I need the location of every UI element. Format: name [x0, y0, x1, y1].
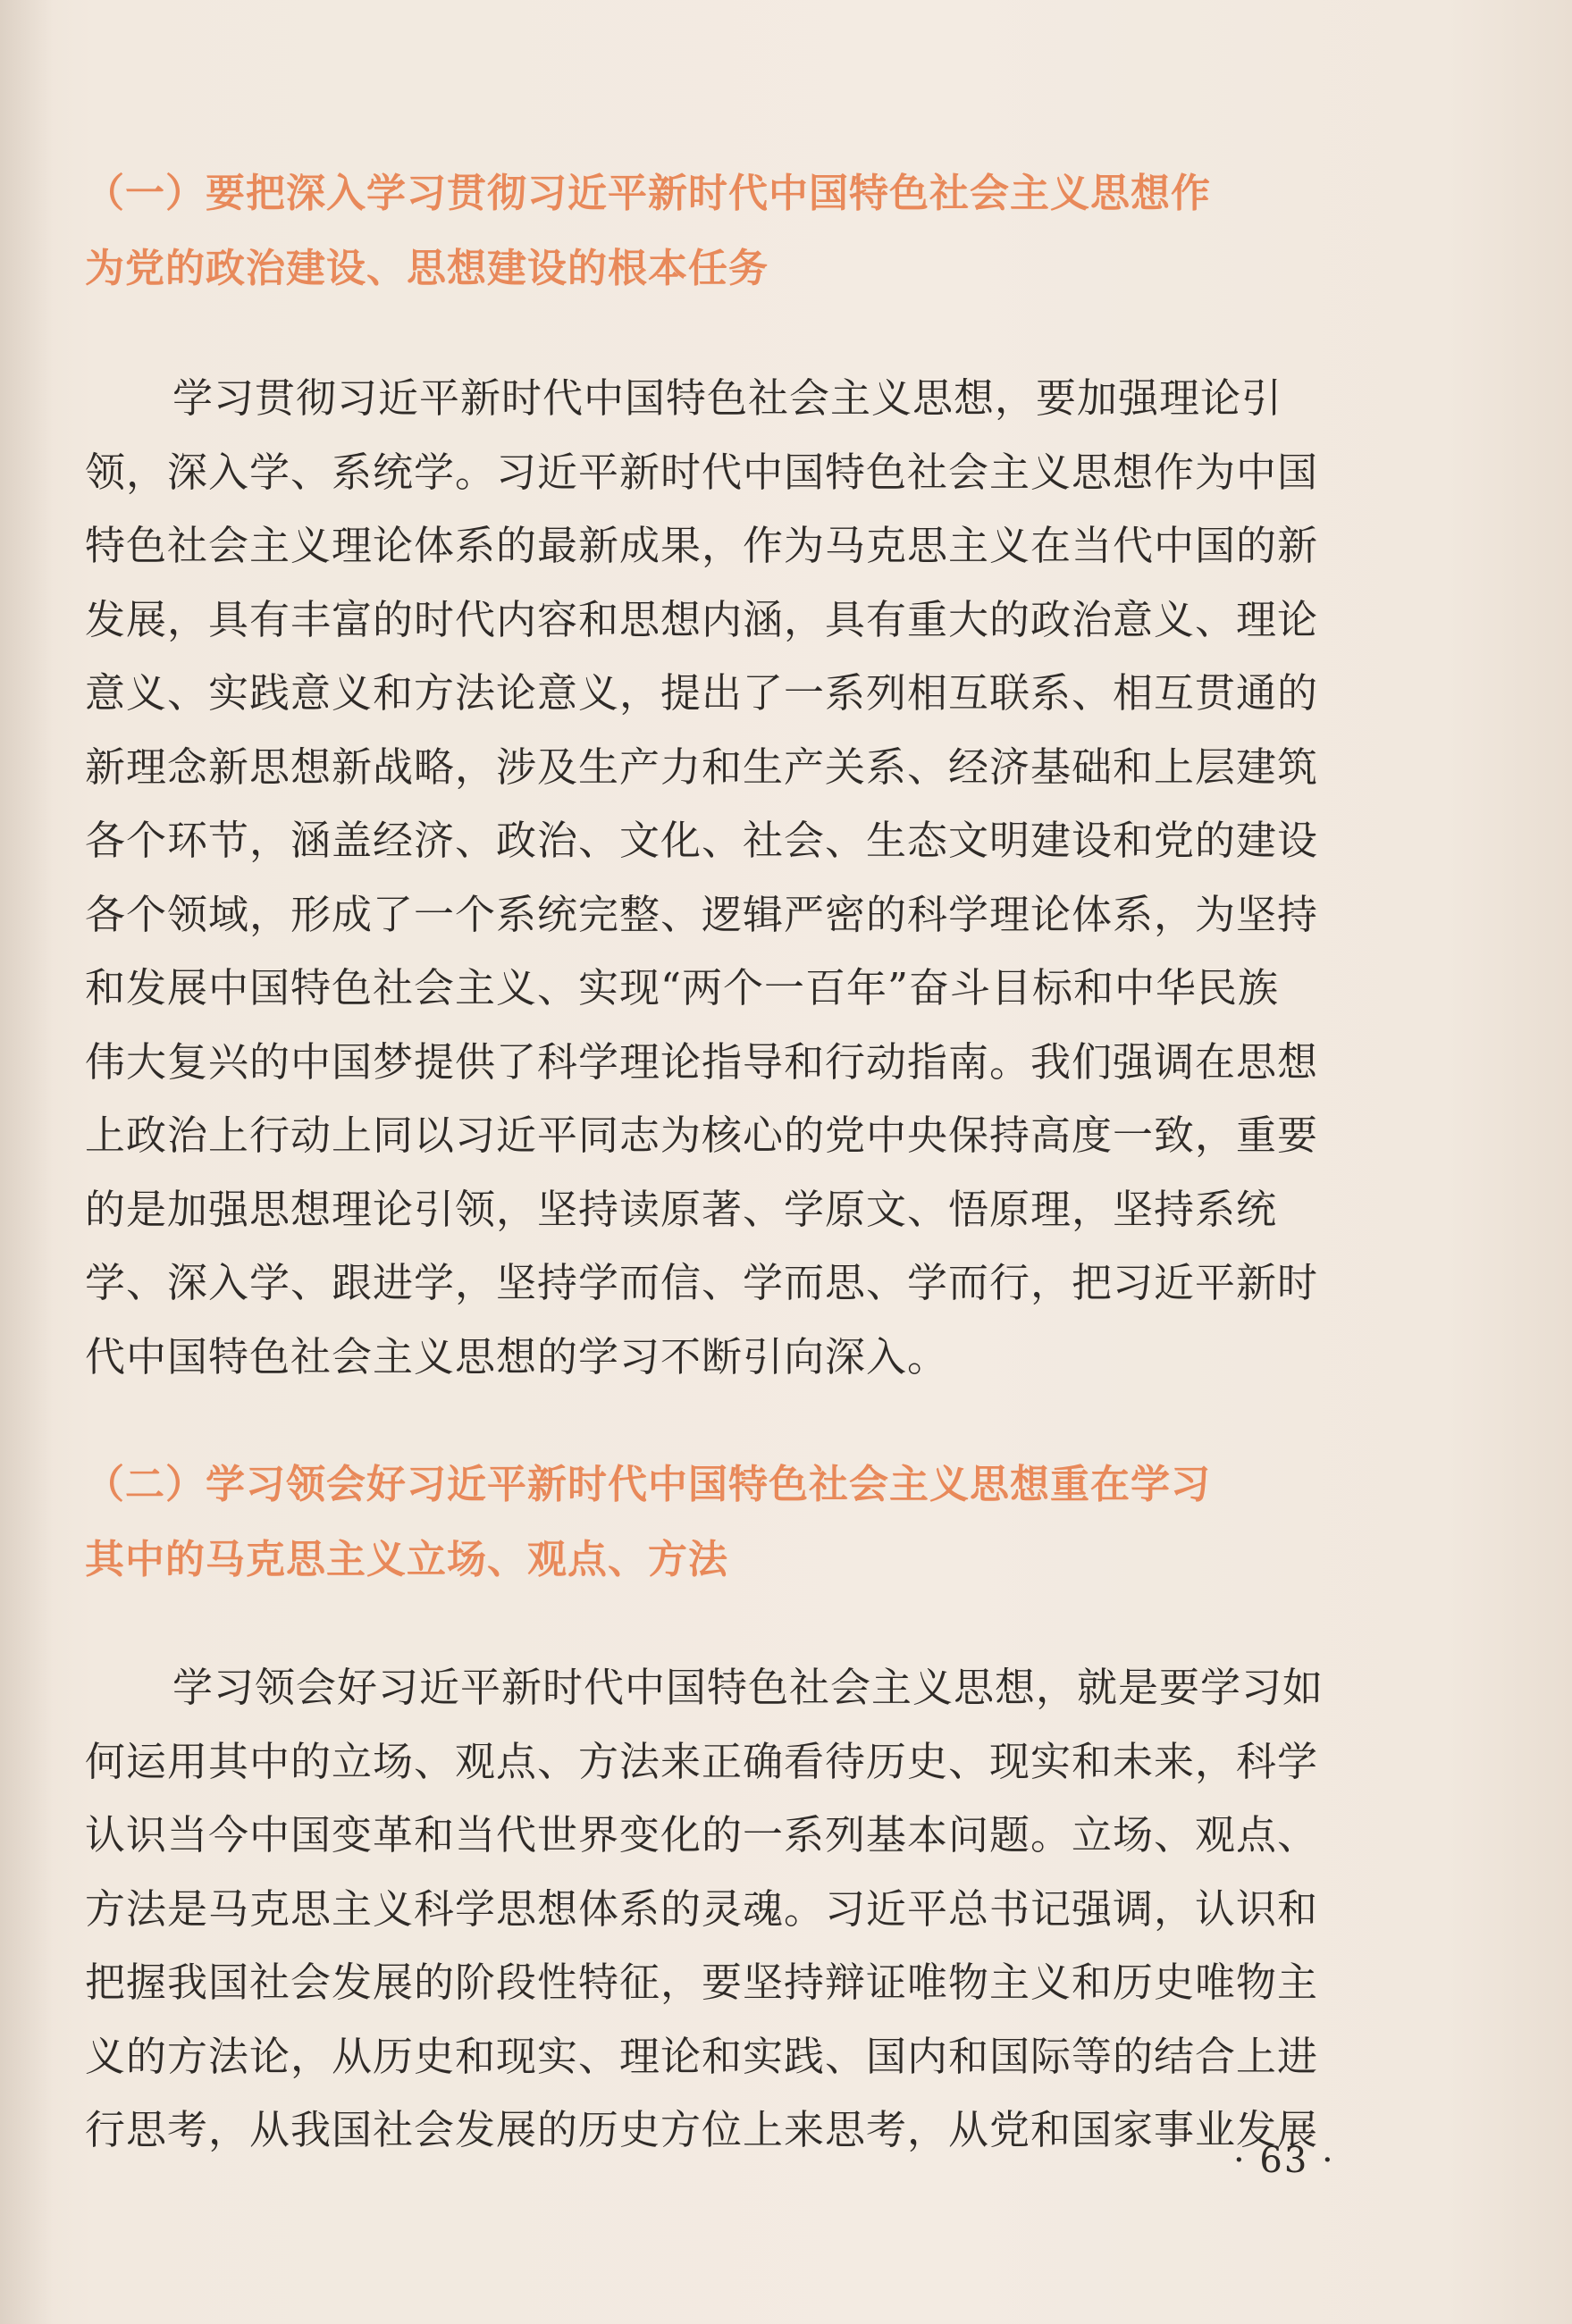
paragraph-line: 把握我国社会发展的阶段性特征，要坚持辩证唯物主义和历史唯物主	[85, 1959, 1319, 2006]
paragraph-line: 行思考，从我国社会发展的历史方位上来思考，从党和国家事业发展	[85, 2106, 1319, 2153]
paragraph-line: 何运用其中的立场、观点、方法来正确看待历史、现实和未来，科学	[85, 1737, 1319, 1785]
paragraph-line: 学、深入学、跟进学，坚持学而信、学而思、学而行，把习近平新时	[85, 1259, 1319, 1306]
paragraph-line: 代中国特色社会主义思想的学习不断引向深入。	[85, 1332, 949, 1380]
paragraph-line: 学习贯彻习近平新时代中国特色社会主义思想，要加强理论引	[172, 374, 1283, 422]
paragraph-line: 特色社会主义理论体系的最新成果，作为马克思主义在当代中国的新	[85, 522, 1319, 569]
paragraph-line: 各个领域，形成了一个系统完整、逻辑严密的科学理论体系，为坚持	[85, 890, 1319, 938]
paragraph-line: 意义、实践意义和方法论意义，提出了一系列相互联系、相互贯通的	[85, 669, 1319, 717]
section-1-heading	[85, 156, 1381, 306]
paragraph-line: 认识当今中国变革和当代世界变化的一系列基本问题。立场、观点、	[85, 1811, 1319, 1858]
heading-line: （二）学习领会好习近平新时代中国特色社会主义思想重在学习	[85, 1462, 1211, 1507]
paragraph-line: 新理念新思想新战略，涉及生产力和生产关系、经济基础和上层建筑	[85, 743, 1319, 791]
paragraph-line: 伟大复兴的中国梦提供了科学理论指导和行动指南。我们强调在思想	[85, 1037, 1319, 1086]
paragraph-line: 义的方法论，从历史和现实、理论和实践、国内和国际等的结合上进	[85, 2032, 1319, 2080]
page-content	[85, 156, 1381, 2168]
paragraph-line: 学习领会好习近平新时代中国特色社会主义思想，就是要学习如	[172, 1664, 1324, 1711]
section-1-paragraph	[85, 362, 1381, 1394]
heading-line: （一）要把深入学习贯彻习近平新时代中国特色社会主义思想作	[85, 171, 1211, 216]
paragraph-line: 的是加强思想理论引领，坚持读原著、学原文、悟原理，坚持系统	[85, 1185, 1278, 1233]
section-2-heading	[85, 1447, 1381, 1598]
paragraph-line: 领，深入学、系统学。习近平新时代中国特色社会主义思想作为中国	[85, 448, 1319, 496]
section-2-paragraph	[85, 1651, 1381, 2168]
paragraph-line: 和发展中国特色社会主义、实现“两个一百年”奋斗目标和中华民族	[85, 964, 1280, 1011]
paragraph-line: 方法是马克思主义科学思想体系的灵魂。习近平总书记强调，认识和	[85, 1884, 1319, 1933]
heading-line: 为党的政治建设、思想建设的根本任务	[85, 246, 769, 291]
page-spine-shadow	[0, 0, 54, 2324]
paragraph-line: 上政治上行动上同以习近平同志为核心的党中央保持高度一致，重要	[85, 1112, 1319, 1159]
page-number: · 63 ·	[1233, 2140, 1335, 2181]
heading-line: 其中的马克思主义立场、观点、方法	[85, 1537, 728, 1582]
paragraph-line: 各个环节，涵盖经济、政治、文化、社会、生态文明建设和党的建设	[85, 817, 1319, 864]
paragraph-line: 发展，具有丰富的时代内容和思想内涵，具有重大的政治意义、理论	[85, 595, 1319, 643]
